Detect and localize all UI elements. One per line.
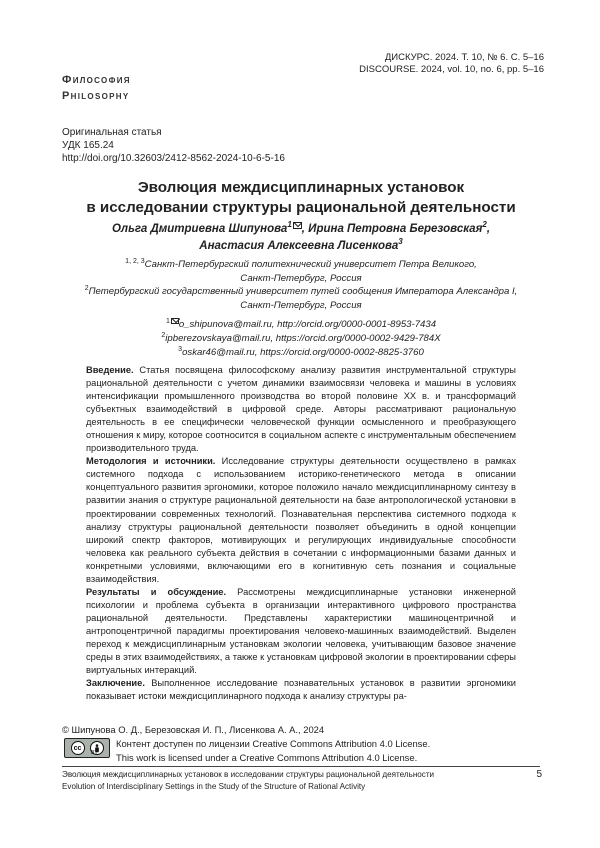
contact-3 bbox=[62, 346, 540, 360]
abstract-results bbox=[86, 586, 516, 677]
footer-title-en: Evolution of Interdisciplinary Settings in the Study of the Structure of Rational Activity bbox=[62, 782, 366, 791]
contact-1 bbox=[62, 318, 540, 332]
abstract-conclusion-text: Выполненное исследование познавательных установок в развитии эргономики показывает истоки междисциплинарного подхода к анализу структуры ра- bbox=[86, 678, 516, 702]
envelope-icon bbox=[293, 222, 302, 229]
abstract-methods bbox=[86, 455, 516, 585]
abstract-conclusion-label: Заключение. bbox=[86, 678, 145, 689]
title-line-2: в исследовании структуры рациональной деятельности bbox=[86, 199, 516, 216]
authors-line-1: Ольга Дмитриевна Шипунова$^1$ , Ирина Петровна Березовская$^2$, bbox=[111, 220, 491, 235]
copyright-notice: © Шипунова О. Д., Березовская И. П., Лисенкова А. А., 2024 bbox=[62, 724, 325, 735]
article-meta bbox=[62, 126, 285, 165]
cc-license-badge[interactable] bbox=[64, 738, 110, 758]
license-text bbox=[116, 737, 430, 764]
abstract-intro-label: Введение. bbox=[86, 365, 134, 375]
cc-icon: cc bbox=[71, 741, 85, 755]
footer-divider bbox=[62, 766, 540, 767]
affiliation-1-line-1: Санкт-Петербургский политехнический университет Петра Великого, bbox=[144, 259, 477, 270]
contact-2-sup: 2 bbox=[161, 331, 166, 339]
affiliation-1-line-2: Санкт-Петербург, Россия bbox=[240, 272, 362, 284]
contact-1-text[interactable]: o_shipunova@mail.ru, http://orcid.org/0000-0001-8953-7434 bbox=[178, 319, 437, 330]
title-line-1: Эволюция междисциплинарных установок bbox=[137, 179, 465, 196]
affiliation-2-line-2: Санкт-Петербург, Россия bbox=[240, 299, 362, 311]
license-en: This work is licensed under a Creative Commons Attribution 4.0 License. bbox=[116, 751, 418, 763]
contact-3-text[interactable]: oskar46@mail.ru, https://orcid.org/0000-0002-8825-3760 bbox=[182, 347, 424, 358]
affiliation-1 bbox=[62, 258, 540, 272]
author-name-2: Ирина Петровна Березовская bbox=[308, 223, 483, 235]
cc-by-label: BY bbox=[91, 750, 98, 756]
journal-ref-en: DISCOURSE. 2024, vol. 10, no. 6, pp. 5–16 bbox=[359, 64, 544, 75]
abstract-methods-text: Исследование структуры деятельности осуществлено в рамках системного подхода с использованием историко-генетического метода в описании концептуального развития эргономики, которое положило начало междисциплинарному синтезу в развитии знания о структуре рациональной деятельности на базе антропологической установки в проектировании современных технологий. Познавательная перспектива системного подхода к анализу структуры рациональной деятельности позволяет объединить в одной концепции широкий спектр факторов, мотивирующих и регулирующих индивидуальные способности человека как реального субъекта действия в сочетании с информационными базами данных и конкретными условиями, включающими его в когнитивную сеть познания и социальные взаимодействия. bbox=[86, 456, 516, 584]
udc-code: УДК 165.24 bbox=[62, 140, 114, 151]
abstract-results-text: Рассмотрены междисциплинарные установки инженерной психологии и проблема субъекта в организации интерактивного цифрового пространства рациональной деятельности. Представлены характеристики машиноцентричной и антропоцентричной парадигмы проектирования человеко-машинных взаимодействий. Выделен переход к междисциплинарным установкам экологии человека, учитывающим базовое значение среды в этих взаимодействиях, а также к установкам цифровой экологии в проектировании сферы виртуальных интеракций. bbox=[86, 586, 516, 676]
abstract-intro-text: Статья посвящена философскому анализу развития инструментальной структуры рациональной деятельности с учетом динамики взаимосвязи человека и машины в условиях интенсификации промышленного производства во второй половине XX в. и трансформаций субъектных взаимодействий в цифровой среде. Авторы рассматривают рациональную деятельность в ее специфически человеческой функции осмысленного и преобразующего отношения к миру, которое соотносится в социальном аспекте с инструментальным обеспечением производительного труда. bbox=[86, 365, 516, 454]
footer-title-ru: Эволюция междисциплинарных установок в исследовании структуры рациональной деятельности bbox=[62, 770, 435, 779]
author-name-1: Ольга Дмитриевна Шипунова bbox=[111, 223, 288, 235]
author-name-3: Анастасия Алексеевна Лисенкова bbox=[199, 240, 399, 252]
contact-3-sup: 3 bbox=[178, 345, 183, 353]
abstract bbox=[86, 364, 516, 703]
contact-1-sup: 1 bbox=[165, 317, 170, 325]
abstract-introduction bbox=[86, 364, 516, 455]
article-title bbox=[62, 178, 540, 218]
author-sup-1: 1 bbox=[287, 220, 292, 230]
abstract-conclusion bbox=[86, 677, 516, 703]
article-type: Оригинальная статья bbox=[62, 127, 162, 138]
affiliation-2-line-1: Петербургский государственный университет путей сообщения Императора Александра I, bbox=[88, 286, 518, 297]
section-ru: Философия bbox=[62, 74, 131, 86]
section-en: Philosophy bbox=[62, 90, 130, 102]
author-sup-2: 2 bbox=[482, 220, 487, 230]
author-contacts bbox=[62, 318, 540, 360]
running-footer bbox=[62, 769, 434, 793]
affiliation-2-sup: 2 bbox=[84, 284, 89, 292]
affiliation-1-sup: 1, 2, 3 bbox=[125, 257, 145, 265]
contact-2-text[interactable]: ipberezovskaya@mail.ru, https://orcid.org/0000-0002-9429-784X bbox=[165, 333, 441, 344]
authors-line-2 bbox=[62, 238, 540, 255]
affiliation-2 bbox=[62, 285, 540, 299]
abstract-results-label: Результаты и обсуждение. bbox=[86, 586, 227, 597]
doi-link[interactable]: http://doi.org/10.32603/2412-8562-2024-10-6-5-16 bbox=[62, 153, 285, 164]
section-heading bbox=[62, 72, 131, 104]
license-ru: Контент доступен по лицензии Creative Commons Attribution 4.0 License. bbox=[116, 738, 431, 749]
author-sup-3: 3 bbox=[398, 237, 403, 247]
page-number: 5 bbox=[536, 769, 542, 780]
envelope-icon bbox=[171, 318, 179, 324]
contact-2 bbox=[62, 332, 540, 346]
abstract-methods-label: Методология и источники. bbox=[86, 456, 216, 467]
affiliations bbox=[62, 258, 540, 312]
author-list bbox=[62, 221, 540, 255]
journal-reference bbox=[359, 52, 544, 76]
journal-ref-ru: ДИСКУРС. 2024. Т. 10, № 6. С. 5–16 bbox=[384, 52, 544, 63]
